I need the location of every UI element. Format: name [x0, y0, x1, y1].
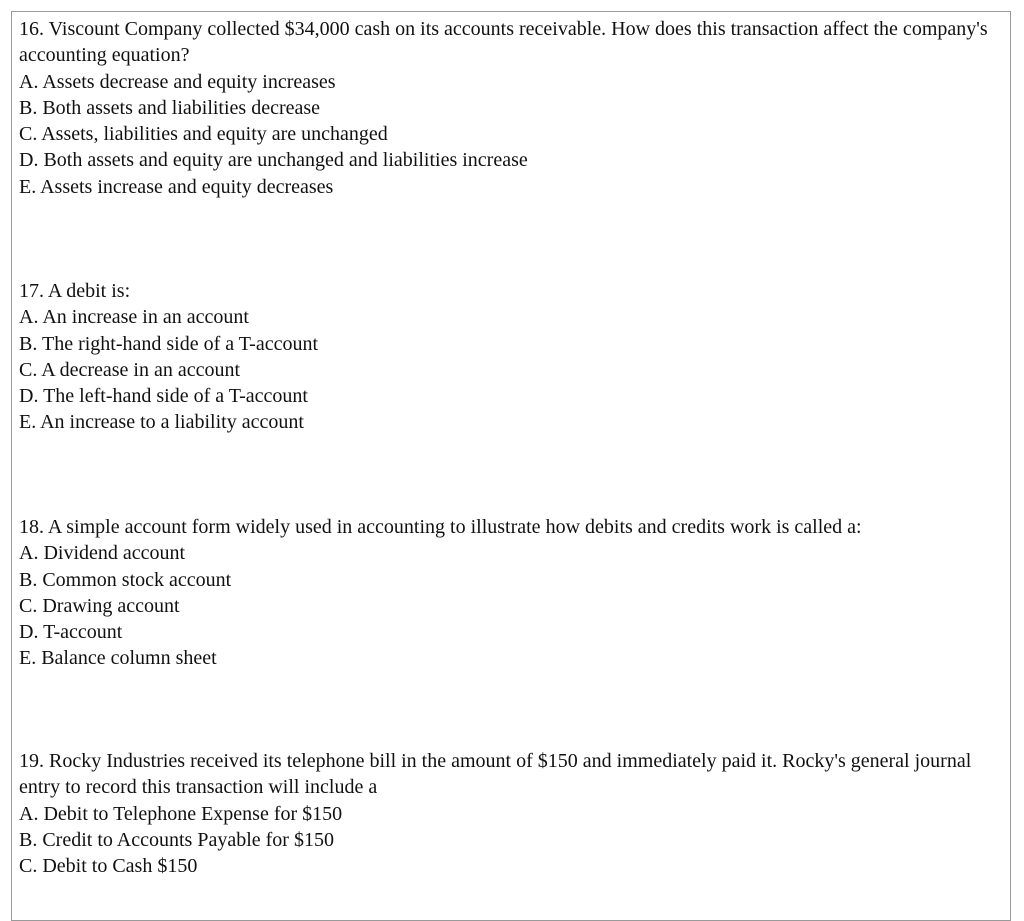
question-16 [19, 16, 1002, 200]
question-stem: 18. A simple account form widely used in accounting to illustrate how debits and credits work is called a: [19, 516, 862, 538]
option-d: D. T-account [19, 621, 123, 644]
option-c: C. Drawing account [19, 594, 180, 617]
option-a: A. An increase in an account [19, 306, 249, 329]
option-e: E. An increase to a liability account [19, 411, 304, 434]
option-c: C. Debit to Cash $150 [19, 855, 198, 878]
option-a: A. Debit to Telephone Expense for $150 [19, 802, 343, 825]
question-frame [11, 11, 1011, 921]
option-d: D. Both assets and equity are unchanged and liabilities increase [19, 149, 528, 172]
option-a: A. Dividend account [19, 542, 186, 565]
question-19 [19, 748, 1002, 879]
option-b: B. The right-hand side of a T-account [19, 332, 319, 355]
option-e: E. Balance column sheet [19, 647, 217, 670]
option-e: E. Assets increase and equity decreases [19, 175, 334, 198]
question-17 [19, 278, 1002, 436]
option-b: B. Common stock account [19, 568, 232, 591]
option-a: A. Assets decrease and equity increases [19, 70, 336, 93]
question-18 [19, 514, 1002, 672]
question-stem: 16. Viscount Company collected $34,000 cash on its accounts receivable. How does this transaction affect the company's accounting equation? [19, 18, 988, 67]
option-b: B. Both assets and liabilities decrease [19, 96, 321, 119]
question-stem: 19. Rocky Industries received its telephone bill in the amount of $150 and immediately paid it. Rocky's general journal entry to record this transaction will include a [19, 750, 972, 799]
option-d: D. The left-hand side of a T-account [19, 385, 308, 408]
option-c: C. Assets, liabilities and equity are unchanged [19, 123, 388, 146]
option-c: C. A decrease in an account [19, 358, 241, 381]
question-stem: 17. A debit is: [19, 280, 131, 302]
option-b: B. Credit to Accounts Payable for $150 [19, 828, 334, 851]
